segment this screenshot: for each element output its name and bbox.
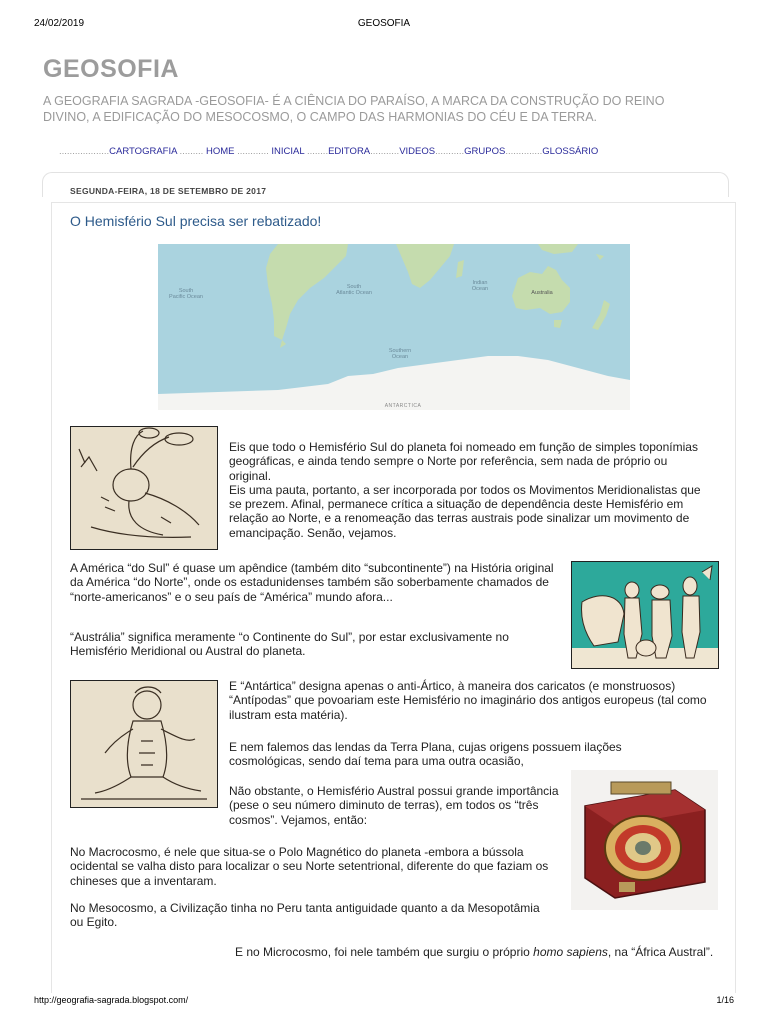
map-label-south-atlantic: South Atlantic Ocean bbox=[336, 284, 372, 296]
homo-sapiens-text: homo sapiens bbox=[533, 945, 608, 959]
paragraph-text: Eis que todo o Hemisfério Sul do planeta foi nomeado em função de simples toponímias geográficas, e ainda tendo sempre o Norte por referência, sem nada de próprio ou original. bbox=[229, 440, 698, 483]
nav-dots: ............ bbox=[234, 146, 272, 157]
woodcut-monsters-image bbox=[571, 561, 719, 669]
paragraph-mesocosmo bbox=[70, 901, 550, 930]
paragraph-1 bbox=[229, 440, 709, 540]
nav-dots: ........... bbox=[370, 146, 400, 157]
nav-dots: ......... bbox=[176, 146, 206, 157]
chinese-compass-image bbox=[571, 770, 718, 910]
southern-hemisphere-map[interactable] bbox=[158, 244, 630, 410]
nav-link-home[interactable]: HOME bbox=[205, 146, 235, 157]
paragraph-text: No Macrocosmo, é nele que situa-se o Polo Magnético do planeta -embora a bússola ocidental se valha disto para localizar o seu Norte setentrional, diferente do que faziam os chineses que a inventaram. bbox=[70, 845, 549, 888]
date-header: SEGUNDA-FEIRA, 18 DE SETEMBRO DE 2017 bbox=[70, 186, 267, 196]
paragraph-macrocosmo bbox=[70, 845, 550, 888]
map-label-antarctica: ANTARCTICA bbox=[384, 403, 422, 409]
paragraph-text: E “Antártica” designa apenas o anti-Ártico, à maneira dos caricatos (e monstruosos) “Antípodas” que povoariam este Hemisfério no imaginário dos antigos europeus (tal como ilustram esta matéria). bbox=[229, 679, 707, 722]
map-label-indian: Indian Ocean bbox=[471, 280, 489, 292]
blog-title[interactable]: GEOSOFIA bbox=[43, 55, 179, 83]
paragraph-text: E nem falemos das lendas da Terra Plana, cujas origens possuem ilações cosmológicas, sendo daí tema para uma outra ocasião, bbox=[229, 740, 622, 769]
nav-dots: ........... bbox=[435, 146, 465, 157]
map-label-southern: Southern Ocean bbox=[388, 348, 412, 360]
paragraph-text: Não obstante, o Hemisfério Austral possui grande importância (pese o seu número diminuto de terras), em todos os “três cosmos”. Vejamos, então: bbox=[229, 784, 559, 827]
nav-dots: ................... bbox=[59, 146, 110, 157]
microcosmo-text-end: , na “África Austral”. bbox=[607, 945, 714, 959]
woodcut-antipode-image bbox=[70, 426, 218, 550]
print-page-number: 1/16 bbox=[716, 995, 734, 1005]
nav-dots: ........ bbox=[304, 146, 329, 157]
paragraph-america bbox=[70, 561, 560, 604]
paragraph-text: “Austrália” significa meramente “o Continente do Sul”, por estar exclusivamente no Hemisfério Meridional ou Austral do planeta. bbox=[70, 630, 509, 659]
nav-link-grupos[interactable]: GRUPOS bbox=[464, 146, 506, 157]
paragraph-text bbox=[235, 945, 725, 959]
paragraph-text: A América “do Sul” é quase um apêndice (também dito “subcontinente”) na História original da América “do Norte”, onde os estadunidenses também são soberbamente chamados de “norte-americanos” e o seu país de “América” mundo afora... bbox=[70, 561, 554, 604]
nav-link-glossario[interactable]: GLOSSÁRIO bbox=[542, 146, 599, 157]
nav-link-inicial[interactable]: INICIAL bbox=[271, 146, 305, 157]
paragraph-microcosmo bbox=[235, 945, 725, 959]
paragraph-nao-obstante bbox=[229, 784, 564, 827]
nav-link-editora[interactable]: EDITORA bbox=[328, 146, 371, 157]
paragraph-text: Eis uma pauta, portanto, a ser incorporada por todos os Movimentos Meridionalistas que se prezem. Afinal, permanece crítica a situação de dependência deste Hemisfério em relação ao Norte, e a renomeação das terras austrais pode sinalizar um movimento de emancipação. Senão, vejamos. bbox=[229, 482, 701, 540]
nav-link-cartografia[interactable]: CARTOGRAFIA bbox=[109, 146, 177, 157]
nav-link-videos[interactable]: VIDEOS bbox=[399, 146, 436, 157]
map-label-australia: Australia bbox=[531, 290, 553, 296]
paragraph-terra-plana bbox=[229, 740, 669, 769]
print-title: GEOSOFIA bbox=[357, 18, 411, 29]
woodcut-seated-figure-image bbox=[70, 680, 218, 808]
blog-description: A GEOGRAFIA SAGRADA -GEOSOFIA- É A CIÊNCIA DO PARAÍSO, A MARCA DA CONSTRUÇÃO DO REINO DIVINO, A EDIFICAÇÃO DO MESOCOSMO, O CAMPO DAS HARMONIAS DO CÉU E DA TERRA. bbox=[43, 94, 665, 124]
print-date: 24/02/2019 bbox=[34, 18, 85, 29]
print-url: http://geografia-sagrada.blogspot.com/ bbox=[34, 995, 189, 1005]
map-label-south-pacific: South Pacific Ocean bbox=[169, 288, 203, 300]
paragraph-antartica bbox=[229, 679, 709, 722]
paragraph-australia bbox=[70, 630, 560, 659]
microcosmo-text-start: E no Microcosmo, foi nele também que surgiu o próprio bbox=[235, 945, 534, 959]
nav-bar bbox=[59, 146, 598, 157]
nav-dots: .............. bbox=[505, 146, 543, 157]
post-title[interactable]: O Hemisfério Sul precisa ser rebatizado! bbox=[70, 213, 322, 229]
paragraph-text: No Mesocosmo, a Civilização tinha no Peru tanta antiguidade quanto a da Mesopotâmia ou Egito. bbox=[70, 901, 540, 930]
